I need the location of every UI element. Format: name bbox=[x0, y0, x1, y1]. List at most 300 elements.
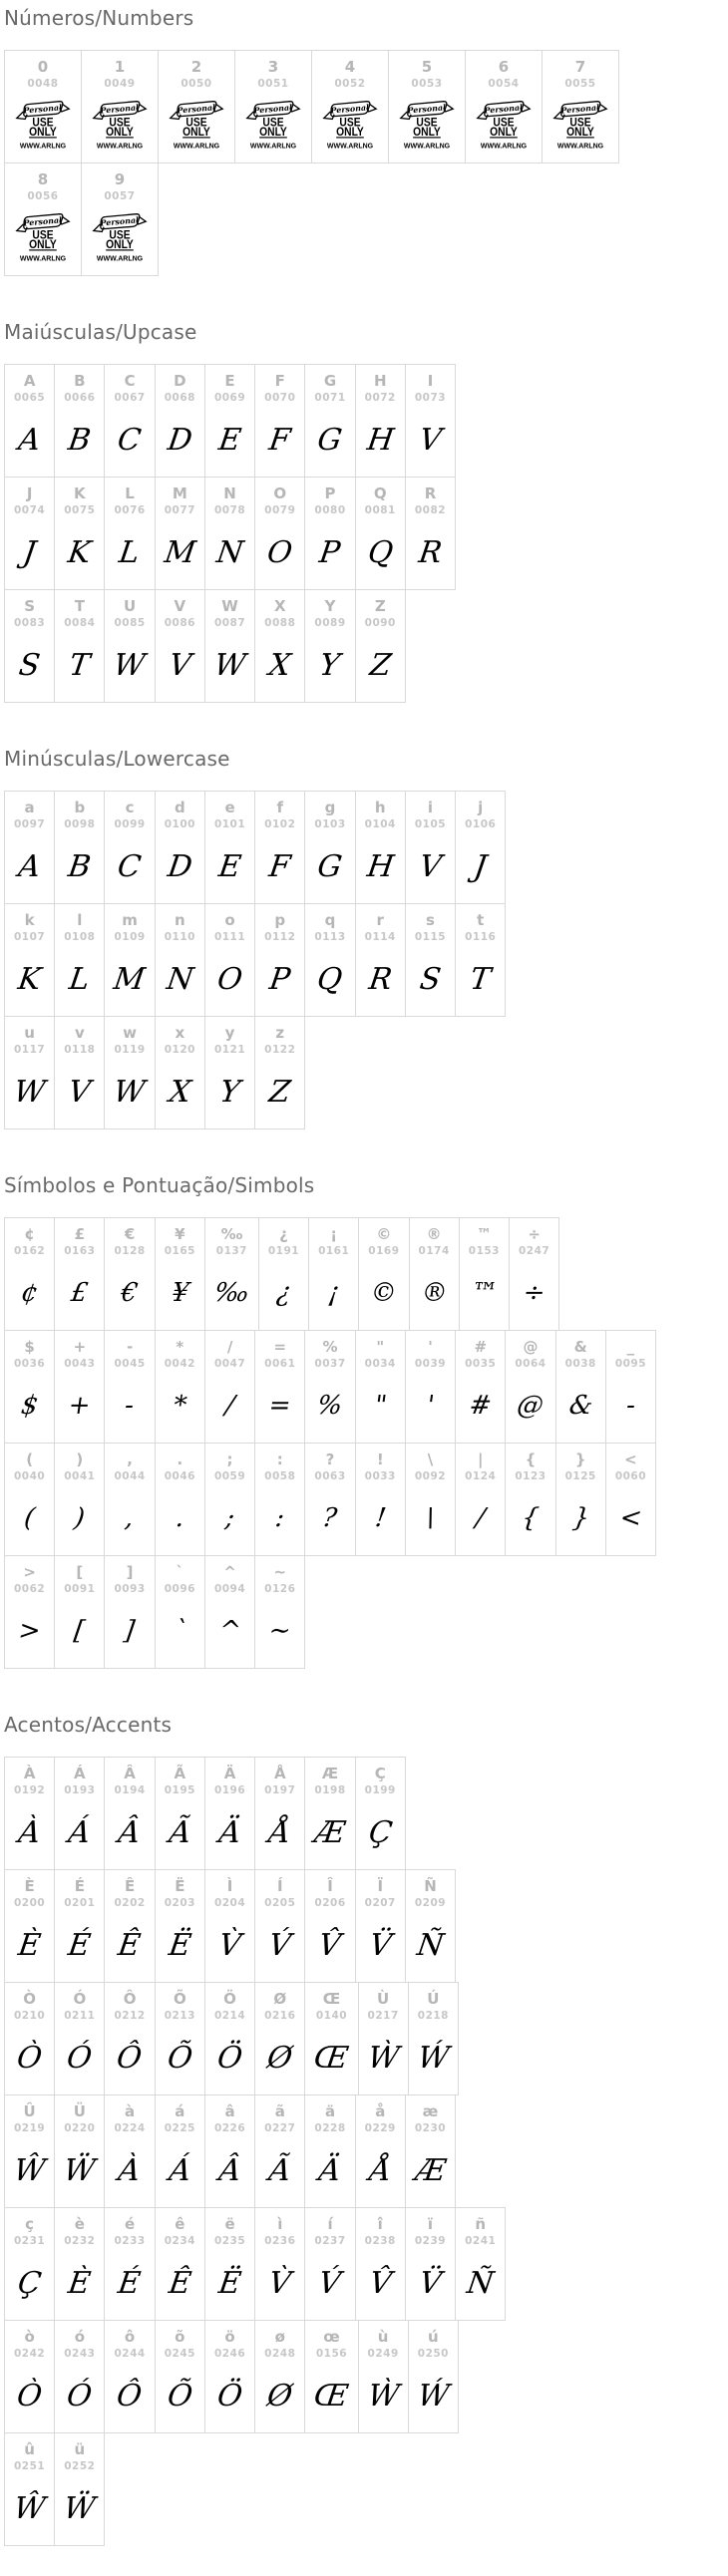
glyph-cell-0250 bbox=[408, 2320, 459, 2433]
glyph-cell-0051 bbox=[234, 50, 312, 163]
glyph-cell-0219 bbox=[4, 2094, 55, 2208]
font-glyph: J bbox=[21, 534, 39, 570]
font-glyph: O bbox=[214, 961, 245, 997]
glyph-cell-0216 bbox=[254, 1982, 305, 2095]
cell-character-label: l bbox=[77, 911, 83, 929]
cell-unicode-code: 0042 bbox=[164, 1358, 195, 1370]
glyph-cell-0192 bbox=[4, 1757, 55, 1870]
cell-character-label: { bbox=[525, 1450, 537, 1468]
svg-text:Personal: Personal bbox=[560, 103, 600, 116]
cell-character-label: P bbox=[324, 484, 336, 502]
badge-glyph bbox=[321, 97, 379, 155]
font-glyph: Ô bbox=[115, 2378, 145, 2414]
cell-character-label: ó bbox=[74, 2328, 85, 2346]
cell-unicode-code: 0156 bbox=[315, 2348, 348, 2360]
cell-unicode-code: 0067 bbox=[114, 392, 146, 404]
glyph-cell-0033 bbox=[355, 1443, 406, 1556]
cell-character-label: ¥ bbox=[175, 1225, 185, 1243]
cell-character-label: . bbox=[177, 1450, 183, 1468]
cell-unicode-code: 0113 bbox=[314, 931, 346, 943]
section-numbers bbox=[4, 6, 728, 276]
font-glyph: V̂ bbox=[366, 2265, 394, 2301]
glyph-cell-0038 bbox=[555, 1330, 606, 1444]
cell-unicode-code: 0045 bbox=[114, 1358, 146, 1370]
cell-unicode-code: 0054 bbox=[488, 78, 520, 90]
svg-text:USE: USE bbox=[416, 116, 438, 130]
font-glyph: È bbox=[16, 1927, 44, 1963]
font-glyph: N bbox=[164, 961, 195, 997]
cell-unicode-code: 0057 bbox=[104, 190, 136, 202]
badge-glyph bbox=[91, 209, 149, 267]
cell-character-label: j bbox=[478, 799, 484, 816]
glyph-cell-0040 bbox=[4, 1443, 55, 1556]
cell-unicode-code: 0163 bbox=[64, 1245, 96, 1257]
glyph-cell-0140 bbox=[304, 1982, 358, 2095]
glyph-cell-0048 bbox=[4, 50, 82, 163]
glyph-cell-0226 bbox=[204, 2094, 255, 2208]
cell-unicode-code: 0250 bbox=[417, 2348, 449, 2360]
glyph-cell-0199 bbox=[355, 1757, 406, 1870]
font-glyph: Ẃ bbox=[415, 2378, 452, 2414]
font-glyph: ) bbox=[72, 1503, 88, 1533]
glyph-cell-0075 bbox=[54, 477, 105, 590]
cell-unicode-code: 0241 bbox=[465, 2235, 497, 2247]
cell-unicode-code: 0093 bbox=[114, 1583, 146, 1595]
glyph-cell-0193 bbox=[54, 1757, 105, 1870]
cell-character-label: Ã bbox=[174, 1765, 186, 1782]
cell-unicode-code: 0088 bbox=[264, 617, 296, 629]
font-glyph: ] bbox=[122, 1616, 138, 1646]
cell-character-label: 3 bbox=[267, 58, 279, 76]
cell-character-label: 5 bbox=[421, 58, 433, 76]
cell-unicode-code: 0234 bbox=[164, 2235, 195, 2247]
font-glyph: Ê bbox=[166, 2265, 193, 2301]
glyph-cell-0057 bbox=[81, 162, 159, 276]
glyph-cell-0119 bbox=[104, 1016, 155, 1129]
font-glyph: H bbox=[364, 422, 396, 458]
glyph-cell-0214 bbox=[204, 1982, 255, 2095]
cell-character-label: Â bbox=[124, 1765, 136, 1782]
font-glyph: D bbox=[165, 422, 194, 458]
cell-unicode-code: 0109 bbox=[114, 931, 146, 943]
font-glyph: V́ bbox=[316, 2265, 344, 2301]
cell-character-label: f bbox=[276, 799, 284, 816]
glyph-cell-0035 bbox=[455, 1330, 506, 1444]
font-glyph: ; bbox=[223, 1503, 237, 1533]
section-title-lowercase: Minúsculas/Lowercase bbox=[4, 747, 230, 771]
cell-unicode-code: 0193 bbox=[64, 1784, 96, 1796]
font-glyph: V bbox=[417, 422, 444, 458]
glyph-cell-0161 bbox=[308, 1217, 359, 1331]
font-glyph: ¿ bbox=[274, 1278, 293, 1308]
section-uppercase bbox=[4, 320, 728, 703]
cell-unicode-code: 0097 bbox=[14, 818, 46, 830]
font-glyph: V́ bbox=[266, 1927, 294, 1963]
glyph-cell-0153 bbox=[459, 1217, 510, 1331]
cell-unicode-code: 0210 bbox=[14, 2010, 46, 2022]
cell-unicode-code: 0217 bbox=[367, 2010, 399, 2022]
glyph-cell-0101 bbox=[204, 791, 255, 904]
cell-character-label: & bbox=[573, 1338, 587, 1356]
cell-character-label: ® bbox=[426, 1225, 442, 1243]
font-glyph: + bbox=[66, 1391, 93, 1421]
glyph-cell-0237 bbox=[304, 2207, 355, 2321]
cell-character-label: L bbox=[125, 484, 135, 502]
cell-unicode-code: 0096 bbox=[164, 1583, 195, 1595]
cell-unicode-code: 0169 bbox=[368, 1245, 400, 1257]
cell-unicode-code: 0073 bbox=[414, 392, 447, 404]
cell-character-label: Á bbox=[74, 1765, 86, 1782]
font-glyph: > bbox=[16, 1616, 43, 1646]
glyph-cell-0203 bbox=[155, 1869, 205, 1983]
font-glyph: Æ bbox=[312, 1814, 348, 1850]
glyph-cell-0211 bbox=[54, 1982, 105, 2095]
font-glyph: R bbox=[416, 534, 445, 570]
cell-character-label: \ bbox=[427, 1450, 434, 1468]
glyph-cell-0107 bbox=[4, 903, 55, 1017]
cell-unicode-code: 0039 bbox=[414, 1358, 447, 1370]
glyph-cell-0085 bbox=[104, 589, 155, 703]
svg-text:Personal: Personal bbox=[23, 103, 63, 116]
font-glyph: B bbox=[66, 422, 94, 458]
cell-character-label: ) bbox=[76, 1450, 84, 1468]
cell-character-label: ò bbox=[24, 2328, 35, 2346]
font-glyph: À bbox=[16, 1814, 43, 1850]
glyph-cell-0081 bbox=[355, 477, 406, 590]
cell-unicode-code: 0089 bbox=[314, 617, 346, 629]
cell-character-label: % bbox=[322, 1338, 338, 1356]
glyph-cell-0225 bbox=[155, 2094, 205, 2208]
cell-character-label: h bbox=[374, 799, 386, 816]
glyph-row bbox=[4, 162, 728, 276]
font-glyph: A bbox=[16, 422, 43, 458]
glyph-cell-0220 bbox=[54, 2094, 105, 2208]
cell-unicode-code: 0068 bbox=[164, 392, 195, 404]
font-glyph: G bbox=[315, 422, 345, 458]
glyph-cell-0212 bbox=[104, 1982, 155, 2095]
cell-unicode-code: 0218 bbox=[417, 2010, 449, 2022]
glyph-cell-0125 bbox=[555, 1443, 606, 1556]
cell-character-label: ü bbox=[74, 2440, 86, 2458]
glyph-cell-0104 bbox=[355, 791, 406, 904]
cell-character-label: 4 bbox=[344, 58, 356, 76]
glyph-cell-0110 bbox=[155, 903, 205, 1017]
section-lowercase bbox=[4, 747, 728, 1129]
font-glyph: * bbox=[171, 1391, 188, 1421]
svg-text:ONLY: ONLY bbox=[413, 126, 441, 140]
glyph-cell-0117 bbox=[4, 1016, 55, 1129]
svg-text:WWW.ARLNG: WWW.ARLNG bbox=[19, 255, 67, 263]
font-glyph: Ẁ bbox=[365, 2378, 402, 2414]
cell-character-label: Ì bbox=[226, 1877, 233, 1895]
font-glyph: Æ bbox=[413, 2152, 448, 2188]
glyph-cell-0100 bbox=[155, 791, 205, 904]
cell-character-label: È bbox=[24, 1877, 35, 1895]
glyph-cell-0092 bbox=[405, 1443, 456, 1556]
font-glyph: [ bbox=[72, 1616, 88, 1646]
cell-character-label: t bbox=[477, 911, 485, 929]
cell-unicode-code: 0216 bbox=[264, 2010, 296, 2022]
font-glyph: Ñ bbox=[414, 1927, 447, 1963]
personal-use-only-badge bbox=[14, 99, 72, 153]
cell-unicode-code: 0203 bbox=[164, 1897, 195, 1909]
font-glyph: K bbox=[15, 961, 44, 997]
glyph-row bbox=[4, 2094, 728, 2208]
cell-unicode-code: 0247 bbox=[519, 1245, 550, 1257]
glyph-cell-0090 bbox=[355, 589, 406, 703]
svg-text:ONLY: ONLY bbox=[182, 126, 210, 140]
glyph-cell-0061 bbox=[254, 1330, 305, 1444]
glyph-cell-0042 bbox=[155, 1330, 205, 1444]
glyph-cell-0109 bbox=[104, 903, 155, 1017]
glyph-cell-0072 bbox=[355, 364, 406, 478]
glyph-cell-0230 bbox=[405, 2094, 456, 2208]
cell-unicode-code: 0100 bbox=[164, 818, 195, 830]
font-glyph: ( bbox=[22, 1503, 37, 1533]
cell-unicode-code: 0174 bbox=[418, 1245, 450, 1257]
cell-character-label: 0 bbox=[37, 58, 49, 76]
svg-text:USE: USE bbox=[569, 116, 591, 130]
glyph-cell-0248 bbox=[254, 2320, 305, 2433]
font-glyph: Ŵ bbox=[11, 2152, 48, 2188]
font-glyph: V̀ bbox=[266, 2265, 294, 2301]
cell-character-label: å bbox=[375, 2102, 386, 2120]
glyph-cell-0082 bbox=[405, 477, 456, 590]
font-glyph: / bbox=[223, 1391, 237, 1421]
cell-character-label: } bbox=[574, 1450, 586, 1468]
font-glyph: L bbox=[117, 534, 143, 570]
svg-text:USE: USE bbox=[32, 116, 54, 130]
badge-glyph bbox=[551, 97, 609, 155]
cell-unicode-code: 0078 bbox=[213, 504, 246, 516]
glyph-cell-0213 bbox=[155, 1982, 205, 2095]
cell-unicode-code: 0251 bbox=[14, 2460, 46, 2472]
cell-unicode-code: 0046 bbox=[164, 1470, 195, 1482]
cell-unicode-code: 0094 bbox=[213, 1583, 246, 1595]
font-glyph: Z bbox=[367, 647, 394, 683]
font-glyph: " bbox=[372, 1391, 389, 1421]
font-glyph: T bbox=[468, 961, 494, 997]
cell-unicode-code: 0062 bbox=[14, 1583, 46, 1595]
cell-unicode-code: 0207 bbox=[364, 1897, 396, 1909]
cell-unicode-code: 0212 bbox=[114, 2010, 146, 2022]
cell-character-label: ö bbox=[224, 2328, 235, 2346]
cell-character-label: T bbox=[74, 597, 85, 615]
cell-unicode-code: 0116 bbox=[465, 931, 497, 943]
cell-character-label: ô bbox=[124, 2328, 136, 2346]
badge-glyph bbox=[91, 97, 149, 155]
font-glyph: Y bbox=[217, 1074, 242, 1110]
cell-unicode-code: 0092 bbox=[414, 1470, 447, 1482]
cell-unicode-code: 0033 bbox=[364, 1470, 396, 1482]
font-glyph: } bbox=[569, 1503, 591, 1533]
glyph-cell-0049 bbox=[81, 50, 159, 163]
glyph-cell-0236 bbox=[254, 2207, 305, 2321]
cell-character-label: D bbox=[174, 372, 186, 390]
cell-character-label: Ù bbox=[377, 1990, 390, 2008]
cell-character-label: ! bbox=[376, 1450, 384, 1468]
cell-unicode-code: 0111 bbox=[213, 931, 246, 943]
cell-unicode-code: 0069 bbox=[213, 392, 246, 404]
cell-character-label: i bbox=[427, 799, 434, 816]
font-glyph: Ø bbox=[265, 2378, 295, 2414]
font-glyph: Ó bbox=[65, 2378, 95, 2414]
glyph-cell-0112 bbox=[254, 903, 305, 1017]
cell-unicode-code: 0091 bbox=[64, 1583, 96, 1595]
cell-character-label: â bbox=[224, 2102, 235, 2120]
cell-character-label: Ñ bbox=[424, 1877, 437, 1895]
cell-character-label: Ú bbox=[427, 1990, 440, 2008]
cell-character-label: w bbox=[123, 1024, 138, 1042]
cell-character-label: R bbox=[424, 484, 437, 502]
glyph-cell-0079 bbox=[254, 477, 305, 590]
cell-character-label: U bbox=[123, 597, 137, 615]
cell-character-label: Q bbox=[373, 484, 387, 502]
cell-unicode-code: 0204 bbox=[213, 1897, 246, 1909]
glyph-cell-0227 bbox=[254, 2094, 305, 2208]
cell-character-label: g bbox=[324, 799, 336, 816]
personal-use-only-badge bbox=[168, 99, 225, 153]
cell-unicode-code: 0192 bbox=[14, 1784, 46, 1796]
font-glyph: ™ bbox=[469, 1278, 500, 1308]
glyph-cell-0244 bbox=[104, 2320, 155, 2433]
glyph-cell-0070 bbox=[254, 364, 305, 478]
svg-text:Personal: Personal bbox=[407, 103, 447, 116]
font-glyph: Ë bbox=[166, 1927, 193, 1963]
cell-character-label: ï bbox=[427, 2215, 434, 2233]
cell-character-label: * bbox=[176, 1338, 184, 1356]
svg-text:WWW.ARLNG: WWW.ARLNG bbox=[249, 143, 297, 151]
cell-unicode-code: 0035 bbox=[465, 1358, 497, 1370]
font-glyph: < bbox=[617, 1503, 644, 1533]
cell-character-label: ÷ bbox=[528, 1225, 541, 1243]
cell-unicode-code: 0043 bbox=[64, 1358, 96, 1370]
cell-unicode-code: 0114 bbox=[364, 931, 396, 943]
glyph-cell-0200 bbox=[4, 1869, 55, 1983]
cell-character-label: / bbox=[226, 1338, 233, 1356]
cell-unicode-code: 0080 bbox=[314, 504, 346, 516]
cell-unicode-code: 0108 bbox=[64, 931, 96, 943]
font-glyph: $ bbox=[19, 1391, 40, 1421]
badge-glyph bbox=[244, 97, 302, 155]
glyph-cell-0036 bbox=[4, 1330, 55, 1444]
glyph-row bbox=[4, 477, 728, 590]
font-glyph: - bbox=[123, 1391, 137, 1421]
glyph-cell-0059 bbox=[204, 1443, 255, 1556]
cell-character-label: õ bbox=[175, 2328, 185, 2346]
font-glyph: V̂ bbox=[316, 1927, 344, 1963]
cell-unicode-code: 0209 bbox=[414, 1897, 447, 1909]
cell-character-label: : bbox=[276, 1450, 283, 1468]
cell-unicode-code: 0081 bbox=[364, 504, 396, 516]
glyph-cell-0111 bbox=[204, 903, 255, 1017]
cell-character-label: € bbox=[124, 1225, 136, 1243]
section-title-accents: Acentos/Accents bbox=[4, 1713, 173, 1737]
cell-unicode-code: 0101 bbox=[213, 818, 246, 830]
personal-use-only-badge bbox=[14, 211, 72, 265]
cell-character-label: è bbox=[74, 2215, 85, 2233]
font-glyph: Z bbox=[266, 1074, 293, 1110]
glyph-cell-0076 bbox=[104, 477, 155, 590]
cell-character-label: Ç bbox=[374, 1765, 386, 1782]
glyph-row bbox=[4, 791, 728, 904]
font-glyph: Ô bbox=[115, 2040, 145, 2076]
cell-unicode-code: 0086 bbox=[164, 617, 195, 629]
glyph-cell-0229 bbox=[355, 2094, 406, 2208]
cell-character-label: [ bbox=[76, 1563, 84, 1581]
glyph-cell-0191 bbox=[258, 1217, 309, 1331]
cell-unicode-code: 0059 bbox=[213, 1470, 246, 1482]
svg-text:WWW.ARLNG: WWW.ARLNG bbox=[480, 143, 528, 151]
cell-unicode-code: 0124 bbox=[465, 1470, 497, 1482]
cell-unicode-code: 0038 bbox=[564, 1358, 596, 1370]
cell-unicode-code: 0200 bbox=[14, 1897, 46, 1909]
cell-unicode-code: 0153 bbox=[468, 1245, 500, 1257]
font-glyph: Ẅ bbox=[61, 2152, 98, 2188]
cell-character-label: V bbox=[174, 597, 186, 615]
badge-glyph bbox=[14, 97, 72, 155]
svg-text:WWW.ARLNG: WWW.ARLNG bbox=[19, 143, 67, 151]
cell-character-label: Û bbox=[23, 2102, 36, 2120]
cell-character-label: ê bbox=[175, 2215, 185, 2233]
glyph-cell-0207 bbox=[355, 1869, 406, 1983]
cell-unicode-code: 0219 bbox=[14, 2122, 46, 2134]
cell-character-label: À bbox=[23, 1765, 36, 1782]
glyph-row bbox=[4, 1869, 728, 1983]
badge-glyph bbox=[398, 97, 456, 155]
cell-character-label: à bbox=[125, 2102, 136, 2120]
cell-character-label: @ bbox=[523, 1338, 539, 1356]
font-glyph: € bbox=[119, 1278, 141, 1308]
font-glyph: Õ bbox=[165, 2378, 195, 2414]
glyph-cell-0041 bbox=[54, 1443, 105, 1556]
section-title-numbers: Números/Numbers bbox=[4, 6, 194, 30]
personal-use-only-badge bbox=[91, 211, 149, 265]
cell-unicode-code: 0071 bbox=[314, 392, 346, 404]
cell-unicode-code: 0102 bbox=[264, 818, 296, 830]
glyph-cell-0169 bbox=[358, 1217, 409, 1331]
font-glyph: , bbox=[123, 1503, 137, 1533]
cell-character-label: Í bbox=[276, 1877, 283, 1895]
cell-unicode-code: 0201 bbox=[64, 1897, 96, 1909]
cell-unicode-code: 0112 bbox=[264, 931, 296, 943]
cell-unicode-code: 0237 bbox=[314, 2235, 346, 2247]
glyph-cell-0204 bbox=[204, 1869, 255, 1983]
cell-character-label: û bbox=[24, 2440, 35, 2458]
glyph-cell-0045 bbox=[104, 1330, 155, 1444]
cell-unicode-code: 0041 bbox=[64, 1470, 96, 1482]
cell-unicode-code: 0245 bbox=[164, 2348, 195, 2360]
svg-text:ONLY: ONLY bbox=[106, 126, 134, 140]
glyph-cell-0063 bbox=[304, 1443, 355, 1556]
glyph-cell-0105 bbox=[405, 791, 456, 904]
font-glyph: X bbox=[167, 1074, 193, 1110]
cell-character-label: O bbox=[273, 484, 287, 502]
font-glyph: ‰ bbox=[211, 1278, 251, 1308]
font-glyph: Q bbox=[315, 961, 345, 997]
glyph-cell-0165 bbox=[155, 1217, 205, 1331]
font-glyph: É bbox=[66, 1927, 94, 1963]
font-glyph: S bbox=[16, 647, 43, 683]
font-glyph: W bbox=[11, 1074, 48, 1110]
glyph-row bbox=[4, 50, 728, 163]
cell-character-label: b bbox=[74, 799, 86, 816]
font-glyph: ! bbox=[372, 1503, 388, 1533]
font-glyph: S bbox=[417, 961, 444, 997]
glyph-cell-0201 bbox=[54, 1869, 105, 1983]
svg-text:Personal: Personal bbox=[100, 103, 140, 116]
cell-unicode-code: 0220 bbox=[64, 2122, 96, 2134]
